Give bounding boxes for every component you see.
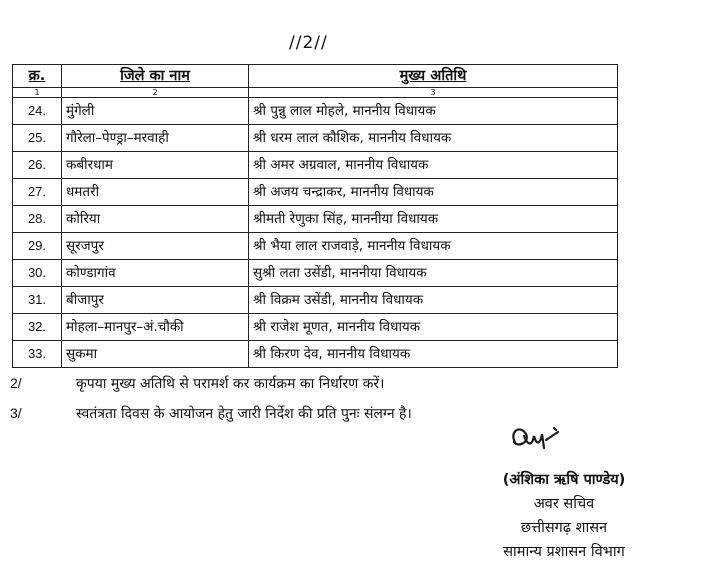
table-row: [13, 233, 618, 260]
serial-number-cell: 26.: [13, 152, 62, 179]
signatory-government: छत्तीसगढ़ शासन: [520, 520, 608, 536]
chief-guest-cell: श्री धरम लाल कौशिक, माननीय विधायक: [249, 125, 618, 152]
chief-guest-cell: श्री राजेश मूणत, माननीय विधायक: [249, 314, 618, 341]
table-row: [13, 206, 618, 233]
chief-guest-cell: श्रीमती रेणुका सिंह, माननीया विधायक: [249, 206, 618, 233]
table-row: [13, 98, 618, 125]
serial-number-cell: 28.: [13, 206, 62, 233]
chief-guest-table: [12, 64, 618, 368]
signatory-designation: अवर सचिव: [533, 496, 595, 512]
district-name-cell: मोहला–मानपुर–अं.चौकी: [62, 314, 249, 341]
district-name-cell: मुंगेली: [62, 98, 249, 125]
district-name-cell: कोरिया: [62, 206, 249, 233]
column-number: 2: [62, 88, 249, 98]
note-item: [10, 374, 384, 393]
table-row: [13, 179, 618, 206]
district-name-cell: धमतरी: [62, 179, 249, 206]
district-name-cell: गौरेला–पेण्ड्रा–मरवाही: [62, 125, 249, 152]
chief-guest-cell: श्री भैया लाल राजवाड़े, माननीय विधायक: [249, 233, 618, 260]
handwritten-signature: [502, 422, 562, 462]
column-header-serial: क्र.: [13, 65, 62, 88]
district-name-cell: कबीरधाम: [62, 152, 249, 179]
serial-number-cell: 25.: [13, 125, 62, 152]
note-text: स्वतंत्रता दिवस के आयोजन हेतु जारी निर्देश की प्रति पुनः संलग्न है।: [76, 406, 412, 422]
table-row: [13, 314, 618, 341]
district-name-cell: कोण्डागांव: [62, 260, 249, 287]
district-name-cell: सूरजपुर: [62, 233, 249, 260]
note-text: कृपया मुख्य अतिथि से परामर्श कर कार्यक्रम का निर्धारण करें।: [76, 376, 385, 392]
serial-number-cell: 29.: [13, 233, 62, 260]
column-number: 1: [13, 88, 62, 98]
signatory-name: (अंशिका ऋषि पाण्डेय): [502, 472, 626, 488]
chief-guest-cell: श्री अमर अग्रवाल, माननीय विधायक: [249, 152, 618, 179]
district-name-cell: बीजापुर: [62, 287, 249, 314]
serial-number-cell: 27.: [13, 179, 62, 206]
signatory-block: [474, 468, 654, 564]
table-row: [13, 287, 618, 314]
serial-number-cell: 33.: [13, 341, 62, 368]
column-header-district: जिले का नाम: [62, 65, 249, 88]
page-number: //2//: [289, 33, 328, 53]
note-item: [10, 404, 412, 423]
signatory-department: सामान्य प्रशासन विभाग: [503, 544, 625, 560]
table-row: [13, 152, 618, 179]
chief-guest-cell: श्री विक्रम उसेंडी, माननीय विधायक: [249, 287, 618, 314]
table-row: [13, 125, 618, 152]
note-number: 3/: [10, 405, 22, 421]
note-number: 2/: [10, 375, 22, 391]
table-header-row: [13, 65, 618, 88]
serial-number-cell: 31.: [13, 287, 62, 314]
chief-guest-cell: श्री किरण देव, माननीय विधायक: [249, 341, 618, 368]
chief-guest-cell: श्री अजय चन्द्राकर, माननीय विधायक: [249, 179, 618, 206]
table-row: [13, 260, 618, 287]
table-row: [13, 341, 618, 368]
district-name-cell: सुकमा: [62, 341, 249, 368]
column-header-chief-guest: मुख्य अतिथि: [249, 65, 618, 88]
chief-guest-cell: श्री पुन्नु लाल मोहले, माननीय विधायक: [249, 98, 618, 125]
column-number-row: [13, 88, 618, 98]
serial-number-cell: 30.: [13, 260, 62, 287]
serial-number-cell: 32.: [13, 314, 62, 341]
chief-guest-cell: सुश्री लता उसेंडी, माननीया विधायक: [249, 260, 618, 287]
column-number: 3: [249, 88, 618, 98]
serial-number-cell: 24.: [13, 98, 62, 125]
